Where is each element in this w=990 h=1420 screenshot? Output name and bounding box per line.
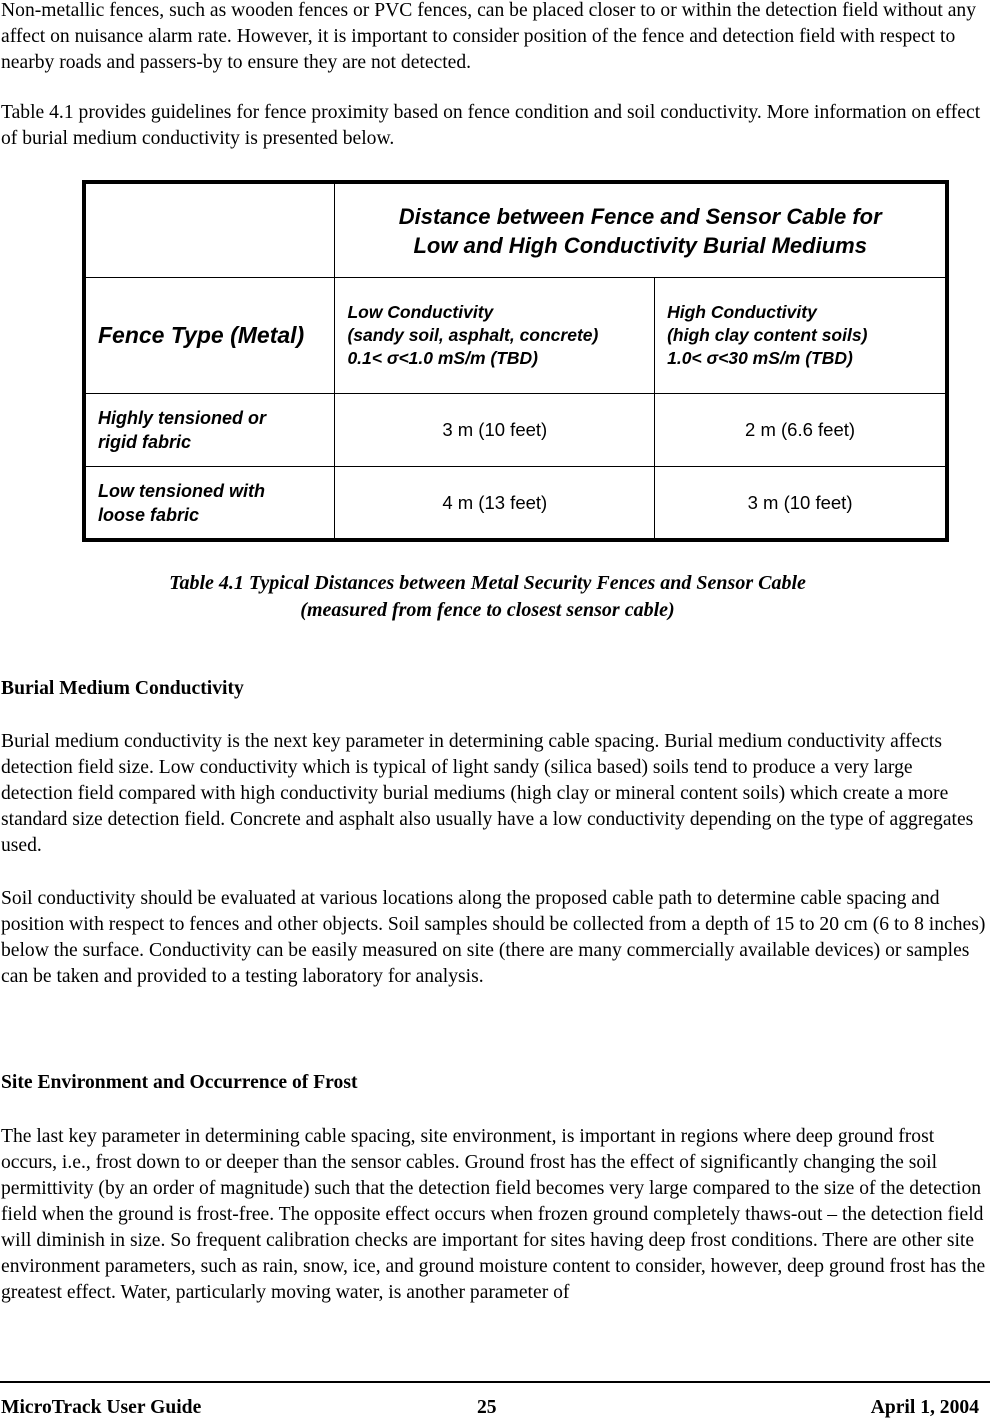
low-header-line-1: Low Conductivity [347, 302, 494, 323]
burial-medium-paragraph-2: Soil conductivity should be evaluated at various locations along the proposed cable path to determine cable spacing and position with respect to fences and other objects. Soil samples should be collected from a depth of 15 to 20 cm (6 to 8 inches) below the surface. Conductivity can be easily measured on site (there are many commercially available devices) or samples can be taken and provided to a testing laboratory for analysis. [1, 888, 986, 987]
footer-page-number: 25 [477, 1397, 497, 1418]
table-title-line-2: Low and High Conductivity Burial Mediums [413, 232, 867, 258]
low-conductivity-value: 4 m (13 feet) [335, 467, 655, 540]
fence-type-header: Fence Type (Metal) [84, 278, 335, 394]
low-header-line-2: (sandy soil, asphalt, concrete) [347, 325, 599, 346]
row-label [84, 394, 335, 467]
table-caption-line-1: Table 4.1 Typical Distances between Metal Security Fences and Sensor Cable [169, 572, 806, 594]
row-label-line-1: Low tensioned with [98, 480, 265, 501]
table-title-cell [335, 182, 947, 278]
intro-paragraph-2: Table 4.1 provides guidelines for fence proximity based on fence condition and soil conductivity. More information on effect of burial medium conductivity is presented below. [1, 102, 981, 149]
footer-divider [0, 1381, 990, 1383]
section-heading-site-environment: Site Environment and Occurrence of Frost [1, 1072, 358, 1093]
table-row [84, 467, 947, 540]
high-header-line-2: (high clay content soils) [667, 325, 868, 346]
table-caption [0, 570, 975, 624]
table-row [84, 394, 947, 467]
low-conductivity-header [335, 278, 655, 394]
table-caption-line-2: (measured from fence to closest sensor cable) [300, 599, 675, 621]
high-conductivity-value: 3 m (10 feet) [655, 467, 947, 540]
high-header-line-1: High Conductivity [667, 302, 817, 323]
site-environment-paragraph: The last key parameter in determining cable spacing, site environment, is important in regions where deep ground frost occurs, i.e., frost down to or deeper than the sensor cables. Ground frost has the effect of significantly changing the soil permittivity (by an order of magnitude) such that the detection field becomes very large compared to the size of the detection field when the ground is frost-free. The opposite effect occurs when frozen ground completely thaws-out – the detection field will diminish in size. So frequent calibration checks are important for sites having deep frost conditions. There are other site environment parameters, such as rain, snow, ice, and ground moisture content to consider, however, deep ground frost has the greatest effect. Water, particularly moving water, is another parameter of [1, 1126, 986, 1303]
low-conductivity-value: 3 m (10 feet) [335, 394, 655, 467]
low-header-line-3: 0.1< σ<1.0 mS/m (TBD) [347, 348, 539, 369]
footer-date: April 1, 2004 [870, 1397, 979, 1418]
row-label-line-2: rigid fabric [98, 432, 192, 453]
footer-doc-title: MicroTrack User Guide [1, 1397, 202, 1418]
fence-distance-table [82, 180, 949, 542]
row-label-line-2: loose fabric [98, 504, 200, 525]
table-corner-cell [84, 182, 335, 278]
row-label [84, 467, 335, 540]
high-conductivity-value: 2 m (6.6 feet) [655, 394, 947, 467]
high-conductivity-header [655, 278, 947, 394]
high-header-line-3: 1.0< σ<30 mS/m (TBD) [667, 348, 853, 369]
row-label-line-1: Highly tensioned or [98, 408, 267, 429]
intro-paragraph-1: Non-metallic fences, such as wooden fences or PVC fences, can be placed closer to or within the detection field without any affect on nuisance alarm rate. However, it is important to consider position of the fence and detection field with respect to nearby roads and passers-by to ensure they are not detected. [1, 0, 977, 73]
table-title-line-1: Distance between Fence and Sensor Cable for [398, 203, 882, 229]
burial-medium-paragraph-1: Burial medium conductivity is the next key parameter in determining cable spacing. Burial medium conductivity affects detection field size. Low conductivity which is typical of light sandy (silica based) soils tend to produce a very large detection field compared with high conductivity burial mediums (high clay or mineral content soils) which create a more standard size detection field. Concrete and asphalt also usually have a low conductivity depending on the type of aggregates used. [1, 731, 974, 856]
section-heading-burial-medium: Burial Medium Conductivity [1, 678, 244, 699]
